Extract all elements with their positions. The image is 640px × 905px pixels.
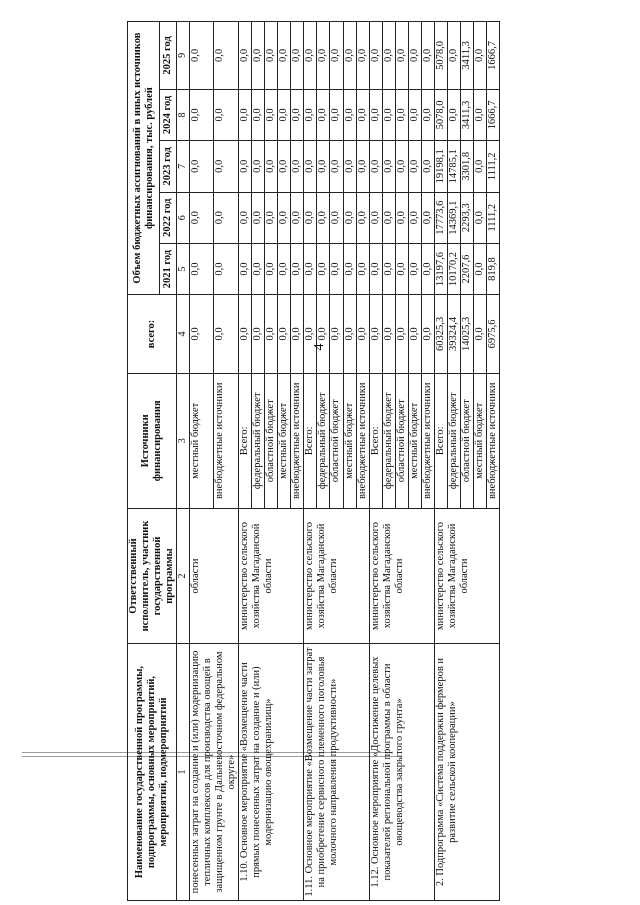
value-total: 0,0 bbox=[408, 295, 421, 373]
funding-source: федеральный бюджет bbox=[448, 373, 461, 508]
value-year: 0,0 bbox=[239, 243, 252, 294]
value-year: 0,0 bbox=[382, 141, 395, 192]
column-number: 6 bbox=[177, 192, 190, 243]
value-year: 1666,7 bbox=[487, 22, 500, 90]
value-year: 0,0 bbox=[369, 22, 382, 90]
table-row bbox=[239, 22, 252, 901]
value-year: 0,0 bbox=[214, 89, 239, 140]
budget-table bbox=[127, 21, 500, 901]
responsible-executor: министерство сельского хозяйства Магаданской области bbox=[304, 508, 369, 643]
responsible-executor: области bbox=[189, 508, 238, 643]
funding-source: внебюджетные источники bbox=[487, 373, 500, 508]
value-year: 0,0 bbox=[291, 243, 304, 294]
header-executor: Ответственный исполнитель, участник государственной программы bbox=[128, 508, 177, 643]
funding-source: Всего: bbox=[239, 373, 252, 508]
value-year: 0,0 bbox=[343, 22, 356, 90]
column-number: 3 bbox=[177, 373, 190, 508]
value-total: 6975,6 bbox=[487, 295, 500, 373]
funding-source: местный бюджет bbox=[474, 373, 487, 508]
funding-source: местный бюджет bbox=[343, 373, 356, 508]
page-number: 4 bbox=[312, 343, 327, 351]
value-total: 0,0 bbox=[265, 295, 278, 373]
value-year: 0,0 bbox=[317, 89, 330, 140]
measure-name: 1.12. Основное мероприятие «Достижение целевых показателей региональной программы в области овощеводства закрытого грунта» bbox=[369, 644, 434, 901]
value-year: 0,0 bbox=[239, 141, 252, 192]
funding-source: областной бюджет bbox=[395, 373, 408, 508]
value-year: 0,0 bbox=[265, 22, 278, 90]
responsible-executor: министерство сельского хозяйства Магаданской области bbox=[239, 508, 304, 643]
header-row bbox=[128, 22, 160, 901]
funding-source: внебюджетные источники bbox=[356, 373, 369, 508]
value-total: 0,0 bbox=[330, 295, 343, 373]
responsible-executor: министерство сельского хозяйства Магаданской области bbox=[434, 508, 499, 643]
value-year: 0,0 bbox=[317, 243, 330, 294]
value-year: 3411,3 bbox=[461, 22, 474, 90]
value-year: 0,0 bbox=[252, 141, 265, 192]
value-year: 0,0 bbox=[421, 22, 434, 90]
value-total: 39324,4 bbox=[448, 295, 461, 373]
value-year: 0,0 bbox=[408, 22, 421, 90]
value-total: 0,0 bbox=[214, 295, 239, 373]
value-year: 0,0 bbox=[189, 141, 214, 192]
value-year: 0,0 bbox=[474, 243, 487, 294]
column-number: 4 bbox=[177, 295, 190, 373]
value-year: 1666,7 bbox=[487, 89, 500, 140]
table-row bbox=[434, 22, 447, 901]
funding-source: местный бюджет bbox=[189, 373, 214, 508]
value-year: 0,0 bbox=[356, 243, 369, 294]
value-year: 5078,0 bbox=[434, 89, 447, 140]
value-total: 0,0 bbox=[474, 295, 487, 373]
value-year: 17773,6 bbox=[434, 192, 447, 243]
value-year: 0,0 bbox=[369, 89, 382, 140]
column-number: 2 bbox=[177, 508, 190, 643]
value-year: 0,0 bbox=[278, 141, 291, 192]
value-year: 1111,2 bbox=[487, 192, 500, 243]
column-number: 7 bbox=[177, 141, 190, 192]
value-year: 0,0 bbox=[369, 141, 382, 192]
responsible-executor: министерство сельского хозяйства Магаданской области bbox=[369, 508, 434, 643]
value-year: 0,0 bbox=[369, 243, 382, 294]
value-year: 0,0 bbox=[317, 141, 330, 192]
measure-name: 1.10. Основное мероприятие «Возмещение части прямых понесенных затрат на создание и (или) модернизацию овощехранилищ» bbox=[239, 644, 304, 901]
value-year: 0,0 bbox=[265, 192, 278, 243]
value-year: 0,0 bbox=[408, 141, 421, 192]
value-year: 0,0 bbox=[448, 89, 461, 140]
value-year: 0,0 bbox=[343, 192, 356, 243]
value-total: 0,0 bbox=[252, 295, 265, 373]
funding-source: федеральный бюджет bbox=[252, 373, 265, 508]
value-year: 0,0 bbox=[408, 89, 421, 140]
value-year: 14369,1 bbox=[448, 192, 461, 243]
value-year: 0,0 bbox=[356, 89, 369, 140]
value-year: 0,0 bbox=[214, 192, 239, 243]
value-year: 19198,1 bbox=[434, 141, 447, 192]
value-year: 0,0 bbox=[382, 192, 395, 243]
value-year: 0,0 bbox=[189, 243, 214, 294]
value-year: 0,0 bbox=[189, 22, 214, 90]
value-year: 0,0 bbox=[474, 89, 487, 140]
header-year: 2021 год bbox=[160, 243, 177, 294]
value-year: 0,0 bbox=[369, 192, 382, 243]
column-number: 5 bbox=[177, 243, 190, 294]
value-year: 0,0 bbox=[239, 22, 252, 90]
value-year: 5078,0 bbox=[434, 22, 447, 90]
funding-source: областной бюджет bbox=[461, 373, 474, 508]
value-year: 0,0 bbox=[395, 141, 408, 192]
value-total: 0,0 bbox=[189, 295, 214, 373]
value-year: 3301,8 bbox=[461, 141, 474, 192]
value-year: 0,0 bbox=[291, 89, 304, 140]
value-year: 0,0 bbox=[265, 89, 278, 140]
value-total: 60325,3 bbox=[434, 295, 447, 373]
rotated-table-wrapper bbox=[127, 21, 590, 901]
table-row bbox=[369, 22, 382, 901]
funding-source: Всего: bbox=[434, 373, 447, 508]
value-year: 0,0 bbox=[214, 243, 239, 294]
table-row bbox=[189, 22, 214, 901]
value-year: 0,0 bbox=[304, 243, 317, 294]
value-year: 3411,3 bbox=[461, 89, 474, 140]
value-year: 0,0 bbox=[239, 192, 252, 243]
measure-name: понесенных затрат на создание и (или) модернизацию тепличных комплексов для производства овощей в защищенном грунте в Дальневосточном федеральном округе» bbox=[189, 644, 238, 901]
value-year: 0,0 bbox=[395, 192, 408, 243]
value-total: 0,0 bbox=[369, 295, 382, 373]
value-year: 2293,3 bbox=[461, 192, 474, 243]
value-year: 0,0 bbox=[382, 89, 395, 140]
value-year: 0,0 bbox=[239, 89, 252, 140]
funding-source: Всего: bbox=[369, 373, 382, 508]
value-year: 0,0 bbox=[304, 141, 317, 192]
value-year: 0,0 bbox=[421, 243, 434, 294]
value-year: 0,0 bbox=[291, 141, 304, 192]
value-year: 0,0 bbox=[252, 192, 265, 243]
value-year: 0,0 bbox=[304, 89, 317, 140]
value-total: 0,0 bbox=[317, 295, 330, 373]
funding-source: местный бюджет bbox=[278, 373, 291, 508]
table-body bbox=[189, 22, 500, 901]
value-year: 0,0 bbox=[395, 22, 408, 90]
value-year: 0,0 bbox=[291, 192, 304, 243]
value-year: 14785,1 bbox=[448, 141, 461, 192]
funding-source: Всего: bbox=[304, 373, 317, 508]
value-year: 0,0 bbox=[214, 22, 239, 90]
value-total: 14025,3 bbox=[461, 295, 474, 373]
value-year: 819,8 bbox=[487, 243, 500, 294]
value-year: 0,0 bbox=[356, 22, 369, 90]
funding-source: федеральный бюджет bbox=[317, 373, 330, 508]
header-year: 2024 год bbox=[160, 89, 177, 140]
column-number: 8 bbox=[177, 89, 190, 140]
value-year: 0,0 bbox=[278, 243, 291, 294]
header-year: 2022 год bbox=[160, 192, 177, 243]
value-year: 0,0 bbox=[474, 141, 487, 192]
column-number: 9 bbox=[177, 22, 190, 90]
header-volume: Объем бюджетных ассигнований в иных источников финансирования, тыс. рублей bbox=[128, 22, 160, 295]
measure-name: 1.11. Основное мероприятие «Возмещение части затрат на приобретение сервисного племенного поголовья молочного направления продуктивности» bbox=[304, 644, 369, 901]
header-year: 2023 год bbox=[160, 141, 177, 192]
header-name: Наименование государственной программы, подпрограммы, основных мероприятий, мероприятий, подмероприятий bbox=[128, 644, 177, 901]
table-row bbox=[304, 22, 317, 901]
funding-source: внебюджетные источники bbox=[214, 373, 239, 508]
header-source: Источники финансирования bbox=[128, 373, 177, 508]
value-total: 0,0 bbox=[291, 295, 304, 373]
value-total: 0,0 bbox=[356, 295, 369, 373]
value-total: 0,0 bbox=[304, 295, 317, 373]
value-year: 0,0 bbox=[265, 141, 278, 192]
value-total: 0,0 bbox=[421, 295, 434, 373]
value-year: 0,0 bbox=[214, 141, 239, 192]
value-year: 0,0 bbox=[330, 192, 343, 243]
value-year: 0,0 bbox=[291, 22, 304, 90]
header-year: 2025 год bbox=[160, 22, 177, 90]
value-year: 13197,6 bbox=[434, 243, 447, 294]
value-year: 0,0 bbox=[278, 22, 291, 90]
funding-source: областной бюджет bbox=[330, 373, 343, 508]
value-year: 0,0 bbox=[265, 243, 278, 294]
value-year: 0,0 bbox=[252, 243, 265, 294]
value-year: 0,0 bbox=[278, 89, 291, 140]
value-total: 0,0 bbox=[382, 295, 395, 373]
funding-source: областной бюджет bbox=[265, 373, 278, 508]
measure-name: 2. Подпрограмма «Система поддержки фермеров и развитие сельской кооперации» bbox=[434, 644, 499, 901]
value-total: 0,0 bbox=[395, 295, 408, 373]
value-year: 0,0 bbox=[356, 192, 369, 243]
value-year: 0,0 bbox=[421, 89, 434, 140]
value-year: 0,0 bbox=[408, 243, 421, 294]
value-year: 0,0 bbox=[304, 22, 317, 90]
value-year: 0,0 bbox=[330, 243, 343, 294]
value-year: 0,0 bbox=[252, 89, 265, 140]
value-year: 0,0 bbox=[395, 243, 408, 294]
funding-source: федеральный бюджет bbox=[382, 373, 395, 508]
funding-source: внебюджетные источники bbox=[291, 373, 304, 508]
value-year: 0,0 bbox=[474, 22, 487, 90]
value-year: 0,0 bbox=[317, 22, 330, 90]
value-year: 0,0 bbox=[356, 141, 369, 192]
value-year: 0,0 bbox=[474, 192, 487, 243]
value-year: 0,0 bbox=[343, 141, 356, 192]
value-year: 0,0 bbox=[330, 89, 343, 140]
value-year: 2207,6 bbox=[461, 243, 474, 294]
value-year: 0,0 bbox=[304, 192, 317, 243]
value-year: 0,0 bbox=[189, 192, 214, 243]
value-year: 0,0 bbox=[382, 243, 395, 294]
value-total: 0,0 bbox=[278, 295, 291, 373]
value-year: 0,0 bbox=[395, 89, 408, 140]
header-total: всего: bbox=[128, 295, 177, 373]
funding-source: внебюджетные источники bbox=[421, 373, 434, 508]
value-total: 0,0 bbox=[239, 295, 252, 373]
value-year: 0,0 bbox=[278, 192, 291, 243]
value-year: 0,0 bbox=[343, 89, 356, 140]
value-year: 0,0 bbox=[317, 192, 330, 243]
value-year: 0,0 bbox=[448, 22, 461, 90]
value-year: 0,0 bbox=[330, 22, 343, 90]
value-year: 0,0 bbox=[382, 22, 395, 90]
column-number: 1 bbox=[177, 644, 190, 901]
value-year: 0,0 bbox=[421, 141, 434, 192]
value-year: 0,0 bbox=[252, 22, 265, 90]
funding-source: местный бюджет bbox=[408, 373, 421, 508]
value-year: 0,0 bbox=[330, 141, 343, 192]
value-year: 0,0 bbox=[408, 192, 421, 243]
value-year: 0,0 bbox=[189, 89, 214, 140]
value-year: 10170,2 bbox=[448, 243, 461, 294]
column-number-row bbox=[177, 22, 190, 901]
value-year: 0,0 bbox=[343, 243, 356, 294]
value-total: 0,0 bbox=[343, 295, 356, 373]
value-year: 0,0 bbox=[421, 192, 434, 243]
value-year: 1111,2 bbox=[487, 141, 500, 192]
